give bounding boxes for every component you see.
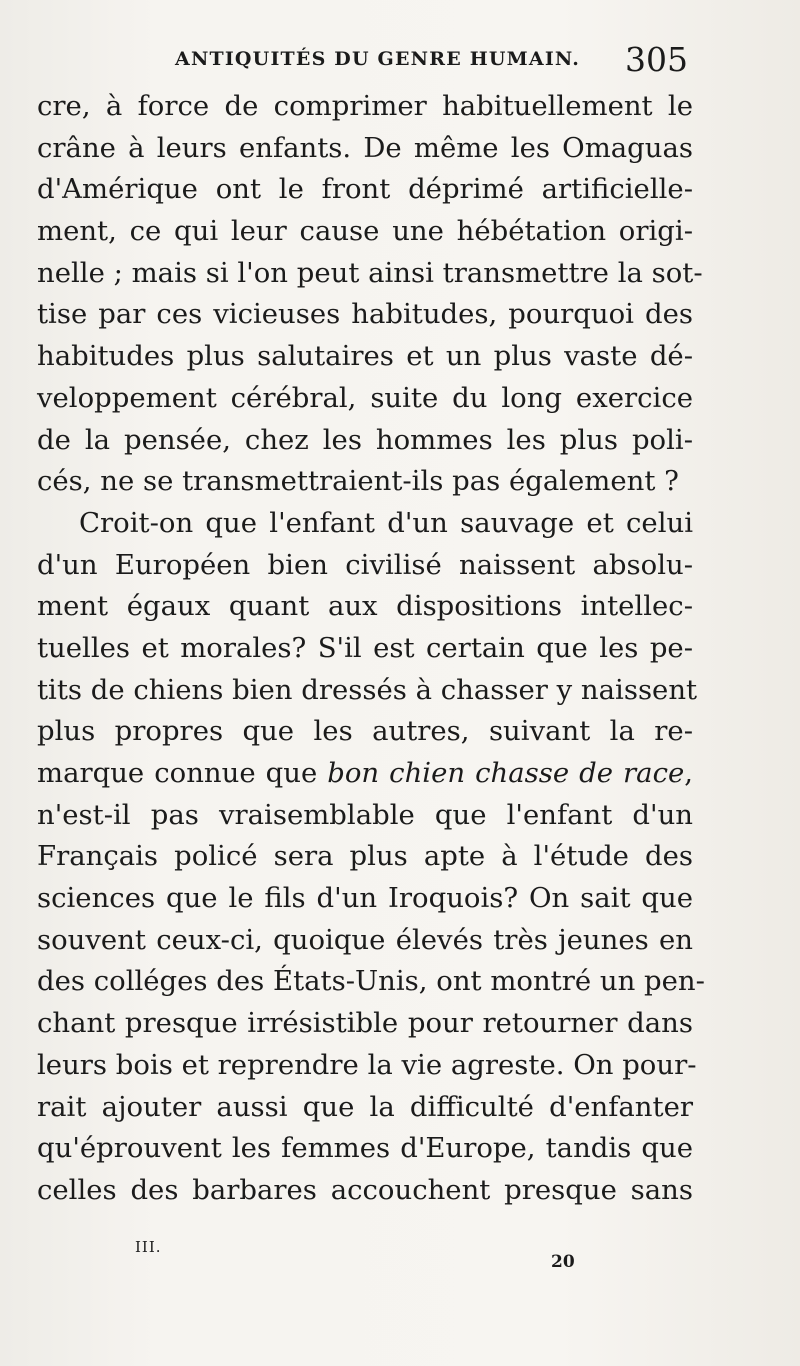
text-line: n'est-il pas vraisemblable que l'enfant d'un [37,798,693,831]
sheet-number: 20 [551,1252,575,1272]
text-line: leurs bois et reprendre la vie agreste. On pour- [37,1048,697,1081]
text-line: ment égaux quant aux dispositions intellec- [37,590,693,623]
signature-mark: III. [135,1238,162,1256]
paragraph-1 [37,86,703,503]
text-line: tits de chiens bien dressés à chasser y naissent [37,673,698,706]
italic-phrase: bon chien chasse de race [327,757,685,789]
text-line: Français policé sera plus apte à l'étude des [37,840,693,873]
text-line-with-italic [37,753,693,795]
text-line: cre, à force de comprimer habituellement le [37,90,693,122]
text-line: veloppement cérébral, suite du long exercice [37,381,693,414]
text-line: d'un Européen bien civilisé naissent absolu- [37,548,693,581]
text-line: Croit-on que l'enfant d'un sauvage et celui [79,506,693,539]
text-line: des colléges des États-Unis, ont montré un pen- [37,965,705,998]
text-line: tise par ces vicieuses habitudes, pourquoi des [37,298,693,331]
running-head [0,40,800,84]
text-line: chant presque irrésistible pour retourner dans [37,1007,693,1040]
paragraph-2 [37,503,705,1212]
running-head-title: ANTIQUITÉS DU GENRE HUMAIN. [175,48,581,70]
text-line: de la pensée, chez les hommes les plus poli- [37,423,693,456]
text-span: , [684,757,694,789]
text-line: celles des barbares accouchent presque sans [37,1173,693,1206]
page-number: 305 [625,40,688,79]
text-line: souvent ceux-ci, quoique élevés très jeunes en [37,923,693,956]
text-line: cés, ne se transmettraient-ils pas également ? [37,465,679,498]
text-line: crâne à leurs enfants. De même les Omaguas [37,131,693,164]
text-line: tuelles et morales? S'il est certain que les pe- [37,631,693,664]
text-span: marque connue que [37,757,328,789]
body-text [37,86,705,1212]
text-line: d'Amérique ont le front déprimé artificielle- [37,173,693,206]
text-line: nelle ; mais si l'on peut ainsi transmettre la sot- [37,256,703,289]
text-line: habitudes plus salutaires et un plus vaste dé- [37,340,693,373]
text-line: ment, ce qui leur cause une hébétation origi- [37,215,693,248]
text-line: sciences que le fils d'un Iroquois? On sait que [37,882,693,915]
text-line: rait ajouter aussi que la difficulté d'enfanter [37,1090,693,1123]
text-line: qu'éprouvent les femmes d'Europe, tandis que [37,1132,693,1165]
text-line: plus propres que les autres, suivant la re- [37,715,693,748]
